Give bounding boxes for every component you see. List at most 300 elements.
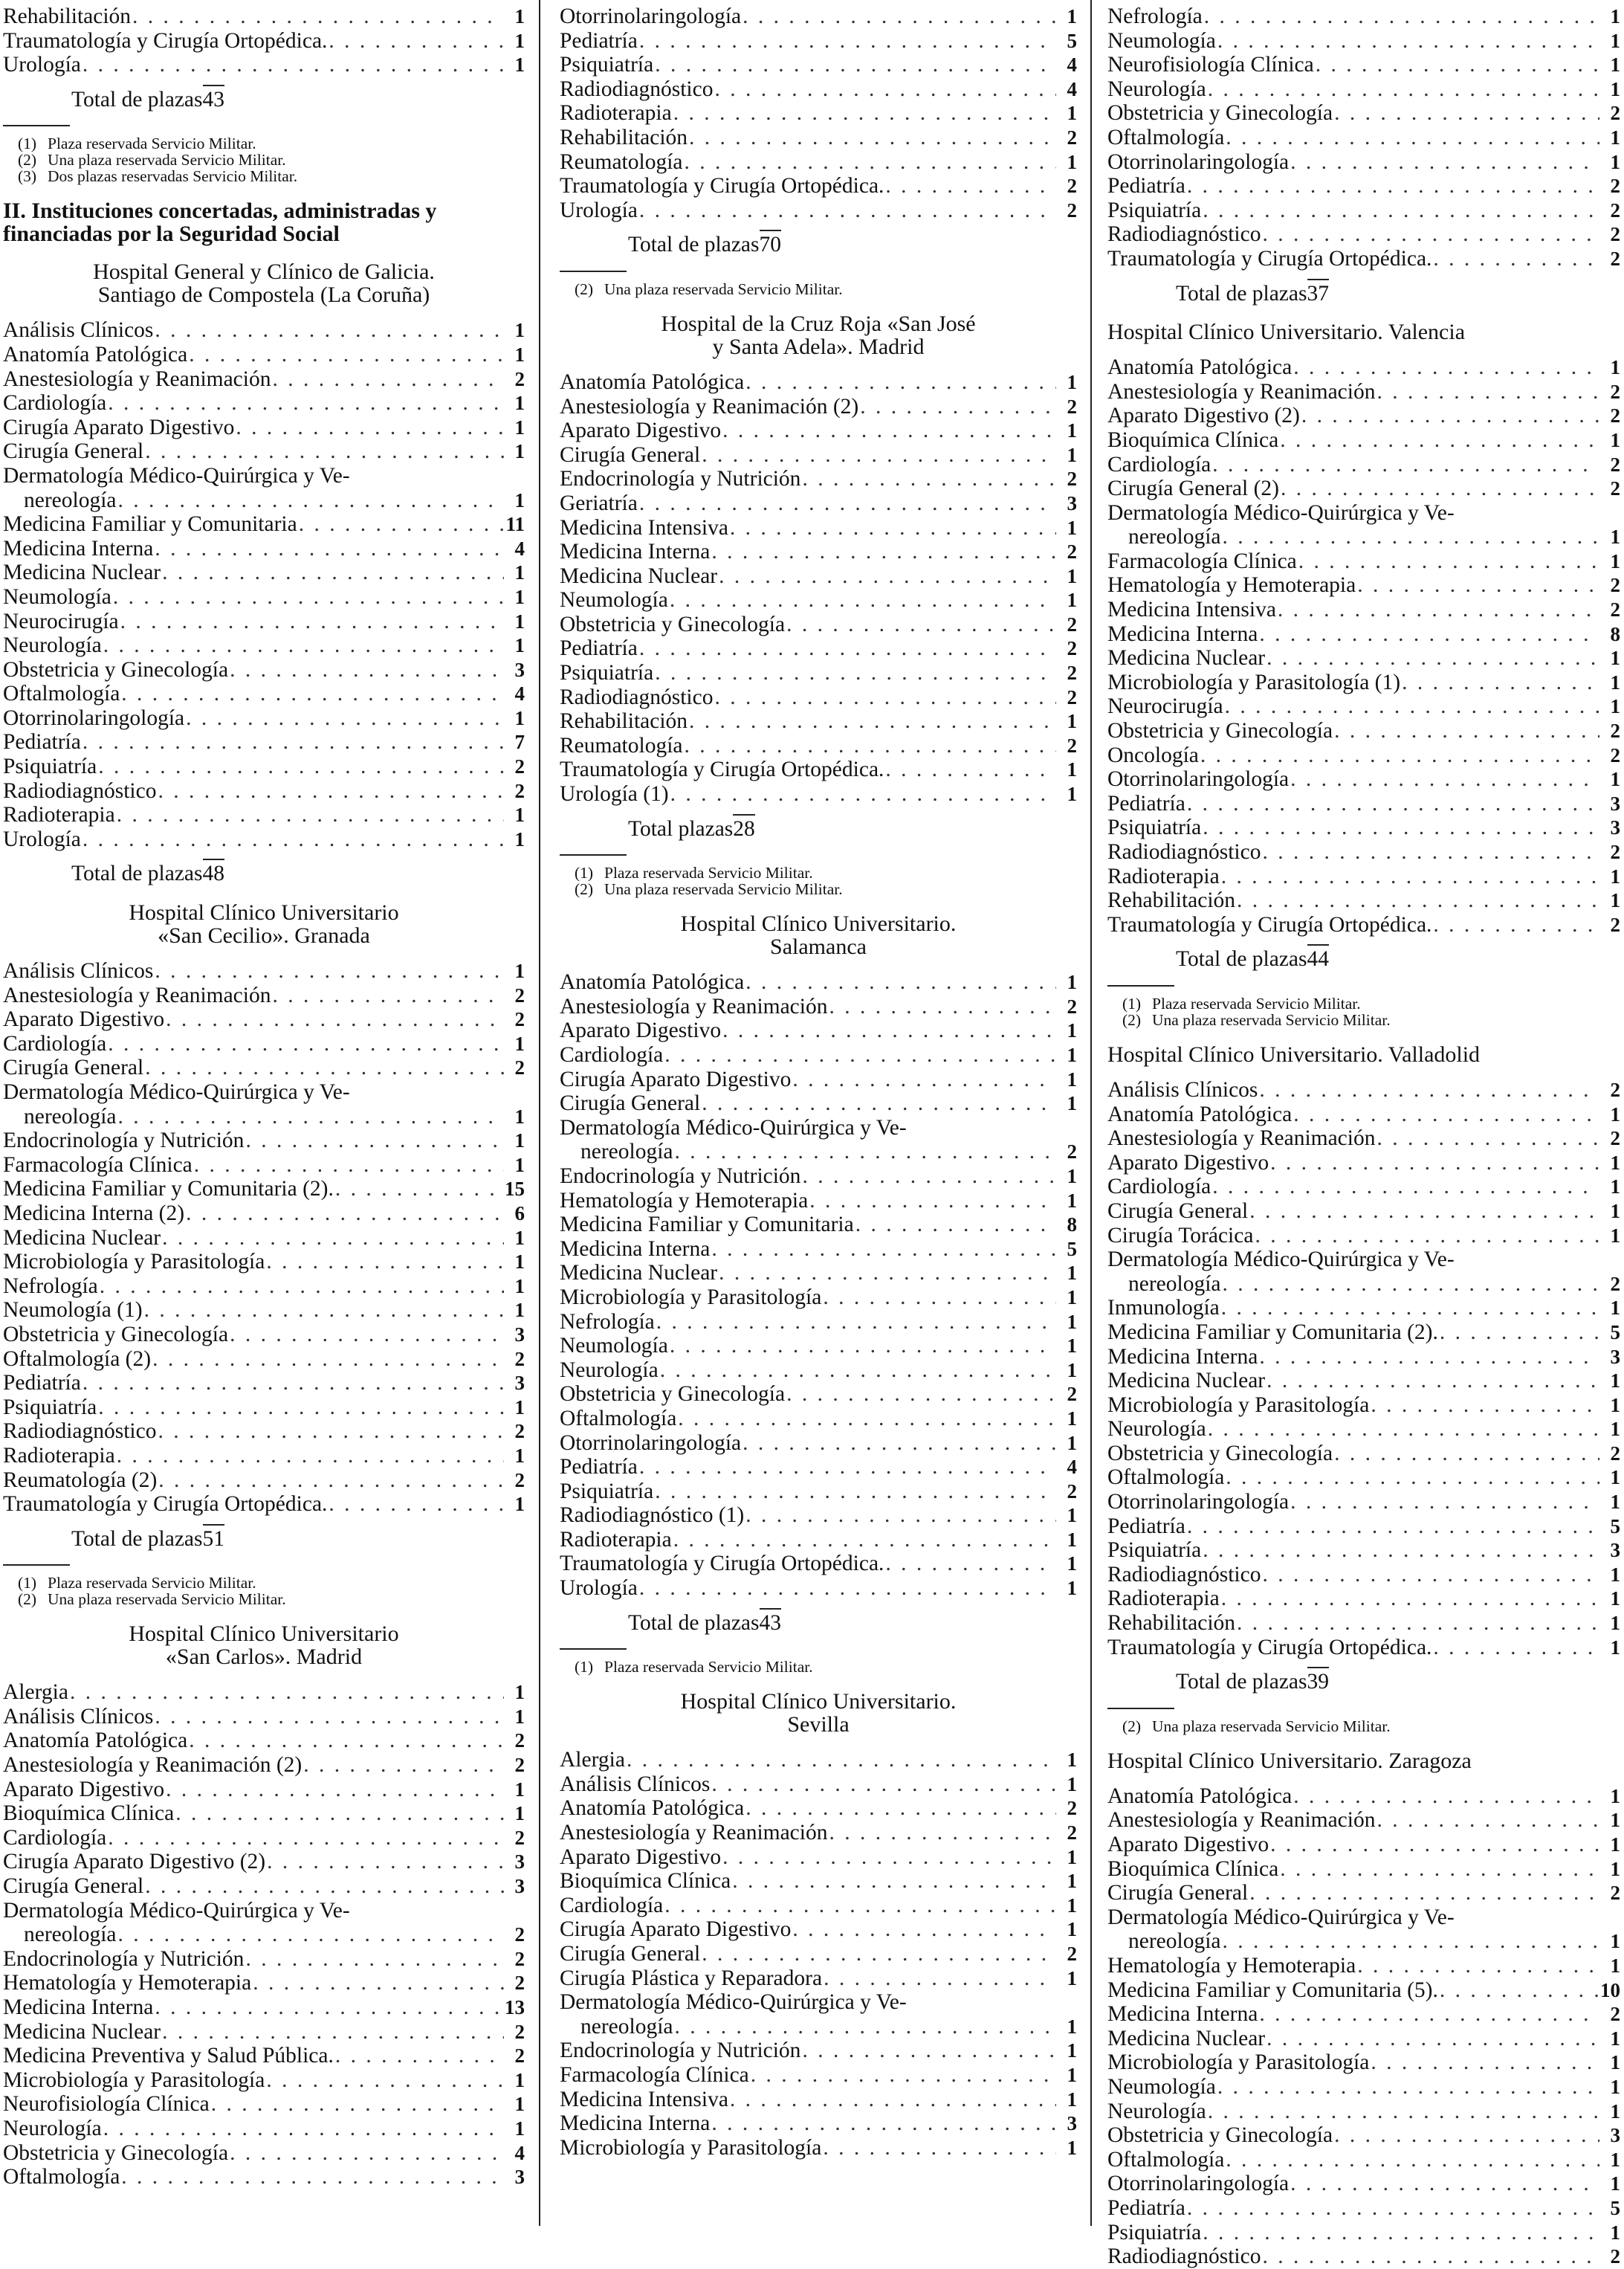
specialty-name-continuation: nereología bbox=[24, 1104, 117, 1129]
list-item-continuation bbox=[560, 2015, 1077, 2039]
hospital-title: Hospital Clínico Universitario bbox=[129, 1621, 399, 1647]
list-item bbox=[560, 199, 1077, 223]
section-title: II. Instituciones concertadas, administradas y financiadas por la Seguridad Social bbox=[3, 199, 437, 247]
places-count: 1 bbox=[1067, 1334, 1077, 1358]
list-item bbox=[3, 1874, 525, 1899]
list-item bbox=[560, 1116, 1077, 1140]
list-item bbox=[560, 1576, 1077, 1601]
places-count: 1 bbox=[1610, 647, 1620, 670]
footnote-mark: (1) bbox=[575, 864, 594, 882]
places-count: 11 bbox=[505, 513, 525, 536]
hospital-heading bbox=[3, 1622, 525, 1668]
places-count: 2 bbox=[514, 2020, 525, 2043]
specialty-name: Anatomía Patológica bbox=[1107, 355, 1293, 380]
row-list bbox=[560, 4, 1077, 222]
list-item bbox=[560, 685, 1077, 710]
specialty-name: Pediatría bbox=[560, 1455, 638, 1479]
specialty-name: Anatomía Patológica bbox=[1107, 1102, 1293, 1126]
places-count: 1 bbox=[1610, 2075, 1620, 2098]
specialty-name: Anestesiología y Reanimación bbox=[560, 994, 828, 1019]
list-item bbox=[1107, 1514, 1620, 1539]
row-list bbox=[560, 970, 1077, 1600]
specialty-name: Cirugía General bbox=[560, 442, 701, 467]
places-count: 4 bbox=[1067, 54, 1077, 77]
places-count: 2 bbox=[1067, 1943, 1077, 1965]
places-count: 1 bbox=[514, 488, 525, 511]
places-count: 10 bbox=[1600, 1978, 1620, 2001]
specialty-name: Aparato Digestivo bbox=[1107, 1150, 1269, 1175]
places-count: 3 bbox=[514, 2166, 525, 2189]
specialty-name: Urología bbox=[560, 1576, 638, 1601]
specialty-name: Nefrología bbox=[1107, 4, 1203, 28]
specialty-name: Traumatología y Cirugía Ortopédica. bbox=[3, 28, 328, 53]
list-item bbox=[3, 1177, 525, 1201]
places-count: 1 bbox=[1067, 1310, 1077, 1333]
places-count: 1 bbox=[514, 1444, 525, 1467]
places-count: 1 bbox=[1067, 1845, 1077, 1868]
places-count: 1 bbox=[1067, 783, 1077, 806]
footnote-rule bbox=[1107, 985, 1174, 987]
list-item bbox=[1107, 355, 1620, 380]
footnote bbox=[560, 1659, 1077, 1675]
list-item bbox=[1107, 598, 1620, 622]
specialty-name: Microbiología y Parasitología bbox=[560, 1285, 822, 1309]
places-count: 2 bbox=[1610, 598, 1620, 622]
list-item bbox=[560, 734, 1077, 758]
column-2 bbox=[560, 4, 1077, 2160]
places-count: 1 bbox=[1610, 1636, 1620, 1659]
places-count: 1 bbox=[514, 1153, 525, 1176]
footnotes bbox=[560, 865, 1077, 897]
hospital-heading bbox=[3, 260, 525, 306]
list-item bbox=[560, 1407, 1077, 1431]
list-item bbox=[3, 755, 525, 779]
specialty-name: Medicina Familiar y Comunitaria bbox=[560, 1213, 854, 1237]
places-count: 2 bbox=[1610, 102, 1620, 125]
places-count: 1 bbox=[1610, 768, 1620, 791]
list-item bbox=[560, 1528, 1077, 1552]
total-row: Total de plazas 51 bbox=[3, 1524, 525, 1552]
specialty-name: Medicina Nuclear bbox=[560, 564, 718, 588]
row-list bbox=[3, 1680, 525, 2189]
places-count: 2 bbox=[1067, 199, 1077, 222]
places-count: 1 bbox=[1610, 29, 1620, 52]
places-count: 2 bbox=[1067, 662, 1077, 685]
specialty-name: Hematología y Hemoterapia bbox=[560, 1188, 809, 1213]
places-count: 1 bbox=[1610, 1369, 1620, 1392]
specialty-name: Radiodiagnóstico bbox=[3, 1419, 157, 1444]
specialty-name-continuation: nereología bbox=[1128, 525, 1221, 549]
specialty-name: Oftalmología bbox=[1107, 2147, 1225, 2172]
places-count: 1 bbox=[1067, 758, 1077, 781]
specialty-name: Cardiología bbox=[1107, 1175, 1211, 1199]
list-item bbox=[3, 1323, 525, 1347]
footnote-mark: (1) bbox=[1122, 994, 1142, 1013]
places-count: 3 bbox=[514, 1875, 525, 1898]
footnote-rule bbox=[3, 1564, 70, 1566]
places-count: 1 bbox=[1610, 1418, 1620, 1441]
specialty-name: Pediatría bbox=[1107, 2195, 1185, 2220]
specialty-name: Dermatología Médico-Quirúrgica y Ve- bbox=[1107, 1905, 1455, 1929]
specialty-name: Pediatría bbox=[1107, 791, 1185, 816]
list-item bbox=[560, 613, 1077, 637]
list-item bbox=[1107, 1857, 1620, 1882]
places-count: 1 bbox=[1610, 1930, 1620, 1953]
list-item bbox=[560, 53, 1077, 77]
list-item bbox=[3, 1419, 525, 1444]
list-item bbox=[1107, 1978, 1620, 2003]
list-item bbox=[1107, 53, 1620, 77]
footnote-text: Plaza reservada Servicio Militar. bbox=[604, 1658, 813, 1676]
list-item bbox=[3, 959, 525, 984]
footnote-rule bbox=[1107, 1708, 1174, 1709]
places-count: 1 bbox=[1610, 126, 1620, 149]
places-count: 8 bbox=[1610, 622, 1620, 645]
places-count: 1 bbox=[1610, 2148, 1620, 2171]
list-item bbox=[560, 970, 1077, 995]
specialty-name: Hematología y Hemoterapia bbox=[1107, 573, 1356, 598]
specialty-name: Psiquiatría bbox=[560, 661, 654, 685]
places-count: 2 bbox=[1067, 175, 1077, 198]
places-count: 2 bbox=[514, 984, 525, 1007]
places-count: 3 bbox=[514, 1372, 525, 1395]
places-count: 1 bbox=[1067, 5, 1077, 28]
list-item bbox=[1107, 1490, 1620, 1514]
places-count: 1 bbox=[1610, 1224, 1620, 1247]
places-count: 1 bbox=[1067, 2088, 1077, 2111]
places-count: 1 bbox=[1067, 516, 1077, 539]
specialty-name: Medicina Nuclear bbox=[3, 1225, 161, 1250]
footnote-text: Una plaza reservada Servicio Militar. bbox=[1152, 1010, 1391, 1029]
hospital-title: Hospital Clínico Universitario bbox=[129, 900, 399, 926]
footnote-mark: (1) bbox=[18, 1574, 37, 1592]
list-item bbox=[3, 1947, 525, 1972]
places-count: 1 bbox=[1067, 589, 1077, 612]
list-item bbox=[1107, 816, 1620, 840]
places-count: 1 bbox=[1067, 1262, 1077, 1285]
specialty-name: Dermatología Médico-Quirúrgica y Ve- bbox=[1107, 1248, 1455, 1272]
list-item bbox=[3, 1056, 525, 1080]
places-count: 1 bbox=[1610, 1784, 1620, 1807]
list-item bbox=[1107, 126, 1620, 150]
specialty-name: Otorrinolaringología bbox=[1107, 767, 1290, 792]
places-count: 3 bbox=[1610, 816, 1620, 839]
places-count: 1 bbox=[1067, 419, 1077, 442]
specialty-name: Cardiología bbox=[1107, 452, 1211, 477]
list-item bbox=[3, 827, 525, 852]
specialty-name: Análisis Clínicos bbox=[560, 1772, 711, 1796]
row-list bbox=[3, 318, 525, 851]
list-item bbox=[3, 53, 525, 77]
places-count: 1 bbox=[1067, 1870, 1077, 1893]
list-item bbox=[560, 491, 1077, 516]
footnote bbox=[1107, 995, 1620, 1012]
footnotes bbox=[560, 1659, 1077, 1675]
list-item bbox=[3, 1680, 525, 1705]
footnote bbox=[3, 135, 525, 152]
specialty-name: Medicina Interna bbox=[3, 1995, 154, 2019]
list-item bbox=[1107, 101, 1620, 126]
specialty-name: Reumatología bbox=[560, 733, 683, 758]
places-count: 1 bbox=[1067, 1189, 1077, 1212]
places-count: 1 bbox=[1067, 1164, 1077, 1187]
places-count: 1 bbox=[1610, 1175, 1620, 1198]
list-item bbox=[560, 1091, 1077, 1116]
list-item bbox=[560, 1552, 1077, 1576]
places-count: 1 bbox=[514, 440, 525, 463]
places-count: 2 bbox=[1067, 1140, 1077, 1163]
list-item bbox=[560, 77, 1077, 102]
places-count: 1 bbox=[1067, 1504, 1077, 1527]
places-count: 1 bbox=[1067, 564, 1077, 587]
list-item bbox=[3, 803, 525, 827]
list-item bbox=[1107, 743, 1620, 768]
specialty-name: Cirugía General bbox=[560, 1942, 701, 1966]
list-item bbox=[3, 730, 525, 755]
list-item bbox=[3, 1492, 525, 1517]
list-item bbox=[560, 1917, 1077, 1942]
specialty-name: Aparato Digestivo (2) bbox=[1107, 404, 1300, 428]
specialty-name: Oftalmología bbox=[560, 1406, 677, 1430]
specialty-name: Cardiología bbox=[560, 1043, 664, 1067]
specialty-name: Medicina Preventiva y Salud Pública. bbox=[3, 2044, 334, 2068]
places-count: 2 bbox=[1610, 453, 1620, 476]
places-count: 1 bbox=[514, 706, 525, 729]
places-count: 2 bbox=[1067, 613, 1077, 636]
list-item bbox=[560, 2136, 1077, 2160]
specialty-name: Rehabilitación bbox=[560, 125, 688, 149]
footnotes bbox=[560, 281, 1077, 297]
places-count: 4 bbox=[514, 682, 525, 706]
specialty-name: Cardiología bbox=[3, 391, 107, 416]
footnotes bbox=[3, 135, 525, 184]
row-list bbox=[560, 1748, 1077, 2160]
list-item bbox=[560, 540, 1077, 564]
places-count: 1 bbox=[1067, 971, 1077, 994]
list-item bbox=[1107, 865, 1620, 889]
places-count: 2 bbox=[1610, 1882, 1620, 1905]
specialty-name: Cardiología bbox=[560, 1893, 664, 1917]
specialty-name: Pediatría bbox=[1107, 174, 1185, 199]
footnote-text: Una plaza reservada Servicio Militar. bbox=[1152, 1717, 1391, 1735]
places-count: 4 bbox=[1067, 1456, 1077, 1479]
list-item bbox=[1107, 1369, 1620, 1393]
places-count: 3 bbox=[1610, 1345, 1620, 1368]
places-count: 5 bbox=[1067, 29, 1077, 52]
hospital-heading bbox=[1107, 1043, 1620, 1066]
footnote-text: Una plaza reservada Servicio Militar. bbox=[48, 151, 286, 170]
list-item bbox=[3, 682, 525, 706]
places-count: 2 bbox=[1067, 1383, 1077, 1406]
column-divider bbox=[1090, 0, 1092, 2226]
list-item bbox=[560, 29, 1077, 54]
places-count: 1 bbox=[1610, 77, 1620, 100]
specialty-name: Medicina Intensiva bbox=[560, 2087, 728, 2111]
specialty-name: Aparato Digestivo bbox=[560, 419, 722, 443]
places-count: 1 bbox=[1067, 1772, 1077, 1795]
places-count: 1 bbox=[1067, 1894, 1077, 1917]
specialty-name: Dermatología Médico-Quirúrgica y Ve- bbox=[3, 1080, 350, 1104]
footnote bbox=[560, 881, 1077, 897]
list-item bbox=[560, 1455, 1077, 1479]
specialty-name: Neurología bbox=[3, 2116, 102, 2140]
list-item bbox=[560, 1942, 1077, 1966]
specialty-name: Anestesiología y Reanimación bbox=[1107, 379, 1376, 404]
list-item bbox=[560, 1334, 1077, 1358]
list-item bbox=[3, 1371, 525, 1395]
specialty-name: Geriatría bbox=[560, 491, 638, 515]
list-item bbox=[1107, 2075, 1620, 2099]
specialty-name: Inmunología bbox=[1107, 1296, 1220, 1320]
places-count: 1 bbox=[514, 1105, 525, 1128]
footnote-text: Una plaza reservada Servicio Militar. bbox=[604, 280, 843, 298]
list-item bbox=[1107, 1442, 1620, 1466]
specialty-name: Reumatología (2) bbox=[3, 1468, 158, 1492]
specialty-name: Radioterapia bbox=[560, 101, 672, 126]
specialty-name: Microbiología y Parasitología bbox=[1107, 2050, 1370, 2075]
specialty-name: Radiodiagnóstico bbox=[560, 77, 714, 101]
list-item bbox=[3, 1007, 525, 1032]
specialty-name: Neumología (1) bbox=[3, 1298, 143, 1323]
specialty-name: Pediatría bbox=[560, 636, 638, 661]
list-item bbox=[560, 1382, 1077, 1407]
specialty-name: Obstetricia y Ginecología bbox=[3, 1322, 229, 1346]
list-item bbox=[560, 1310, 1077, 1334]
specialty-name: Alergia bbox=[560, 1748, 625, 1772]
specialty-name: Pediatría bbox=[560, 28, 638, 53]
specialty-name: Dermatología Médico-Quirúrgica y Ve- bbox=[3, 1898, 350, 1923]
list-item bbox=[560, 1821, 1077, 1845]
places-count: 1 bbox=[1610, 889, 1620, 912]
places-count: 1 bbox=[1067, 102, 1077, 125]
places-count: 1 bbox=[1610, 54, 1620, 77]
places-count: 1 bbox=[514, 960, 525, 983]
specialty-name: Radiodiagnóstico bbox=[1107, 222, 1261, 247]
places-count: 1 bbox=[514, 827, 525, 851]
specialty-name: Cirugía General bbox=[3, 1874, 144, 1899]
list-item bbox=[560, 1068, 1077, 1092]
specialty-name: Psiquiatría bbox=[1107, 2220, 1202, 2244]
specialty-name: Reumatología bbox=[560, 149, 683, 174]
hospital-title: Hospital Clínico Universitario. Zaragoza bbox=[1107, 1748, 1472, 1773]
column-1 bbox=[3, 4, 525, 2189]
list-item bbox=[1107, 1636, 1620, 1660]
specialty-name: Pediatría bbox=[3, 730, 81, 755]
list-item bbox=[560, 1966, 1077, 1991]
places-count: 1 bbox=[514, 804, 525, 827]
specialty-name: Radiodiagnóstico bbox=[1107, 2244, 1261, 2269]
specialty-name: Radioterapia bbox=[1107, 864, 1220, 888]
places-count: 1 bbox=[514, 1129, 525, 1152]
specialty-name: Medicina Interna bbox=[560, 2111, 711, 2136]
places-count: 2 bbox=[514, 1056, 525, 1079]
footnote bbox=[560, 865, 1077, 881]
places-count: 1 bbox=[514, 1802, 525, 1825]
list-item bbox=[3, 537, 525, 561]
column-3 bbox=[1107, 4, 1620, 2269]
list-item bbox=[1107, 1833, 1620, 1857]
specialty-name: Urología bbox=[3, 53, 81, 77]
list-item bbox=[1107, 1587, 1620, 1611]
list-item bbox=[1107, 199, 1620, 223]
places-count: 1 bbox=[1610, 1954, 1620, 1977]
specialty-name: Traumatología y Cirugía Ortopédica. bbox=[560, 1552, 884, 1576]
places-count: 1 bbox=[514, 392, 525, 415]
specialty-name: Bioquímica Clínica bbox=[560, 1869, 731, 1894]
places-count: 3 bbox=[1067, 491, 1077, 514]
specialty-name: Radiodiagnóstico bbox=[560, 685, 714, 709]
list-item bbox=[1107, 646, 1620, 671]
places-count: 2 bbox=[514, 779, 525, 802]
row-list bbox=[3, 4, 525, 77]
places-count: 1 bbox=[1610, 150, 1620, 173]
places-count: 6 bbox=[514, 1201, 525, 1224]
specialty-name: Obstetricia y Ginecología bbox=[1107, 719, 1333, 743]
specialty-name: Medicina Nuclear bbox=[3, 2019, 161, 2044]
specialty-name: Neumología bbox=[560, 588, 668, 613]
list-item bbox=[3, 1080, 525, 1105]
list-item bbox=[1107, 622, 1620, 647]
list-item bbox=[3, 1850, 525, 1874]
list-item bbox=[560, 101, 1077, 126]
places-count: 1 bbox=[1067, 2015, 1077, 2038]
places-count: 1 bbox=[1610, 1199, 1620, 1222]
hospital-subtitle: «San Cecilio». Granada bbox=[158, 923, 370, 949]
list-item bbox=[560, 2063, 1077, 2088]
specialty-name: Microbiología y Parasitología bbox=[1107, 1392, 1370, 1417]
hospital-title: Hospital Clínico Universitario. bbox=[680, 1689, 957, 1714]
footnote-rule bbox=[560, 854, 627, 856]
list-item bbox=[560, 709, 1077, 734]
hospital-title: Hospital General y Clínico de Galicia. bbox=[93, 259, 435, 285]
specialty-name: Neumología bbox=[3, 584, 111, 609]
list-item bbox=[1107, 380, 1620, 404]
list-item bbox=[560, 126, 1077, 150]
list-item bbox=[3, 1274, 525, 1299]
list-item-continuation bbox=[3, 1105, 525, 1129]
specialty-name: Microbiología y Parasitología bbox=[3, 1250, 265, 1274]
list-item bbox=[1107, 671, 1620, 695]
list-item bbox=[3, 2020, 525, 2044]
specialty-name: Análisis Clínicos bbox=[3, 1704, 154, 1729]
places-count: 1 bbox=[1067, 1918, 1077, 1941]
specialty-name: Microbiología y Parasitología (1) bbox=[1107, 670, 1401, 694]
places-count: 7 bbox=[514, 731, 525, 754]
list-item bbox=[1107, 549, 1620, 574]
places-count: 1 bbox=[514, 634, 525, 657]
list-item bbox=[3, 1729, 525, 1753]
places-count: 3 bbox=[1610, 2124, 1620, 2147]
places-count: 1 bbox=[514, 1493, 525, 1516]
places-count: 2 bbox=[514, 1729, 525, 1752]
specialty-name: Neumología bbox=[1107, 2074, 1216, 2099]
list-item bbox=[560, 1261, 1077, 1285]
places-count: 2 bbox=[1610, 477, 1620, 500]
specialty-name: Medicina Interna (2) bbox=[3, 1201, 185, 1225]
specialty-name: Nefrología bbox=[560, 1309, 655, 1334]
specialty-name: Cirugía Aparato Digestivo (2) bbox=[3, 1850, 266, 1874]
specialty-name: Endocrinología y Nutrición bbox=[3, 1946, 245, 1971]
places-count: 1 bbox=[1610, 428, 1620, 451]
list-item bbox=[1107, 1611, 1620, 1636]
specialty-name: Nefrología bbox=[3, 1274, 98, 1298]
list-item bbox=[3, 464, 525, 488]
specialty-name: Obstetricia y Ginecología bbox=[3, 657, 229, 682]
places-count: 3 bbox=[514, 658, 525, 681]
specialty-name-continuation: nereología bbox=[24, 488, 117, 512]
footnote-mark: (2) bbox=[1122, 1010, 1142, 1029]
list-item bbox=[1107, 2221, 1620, 2245]
